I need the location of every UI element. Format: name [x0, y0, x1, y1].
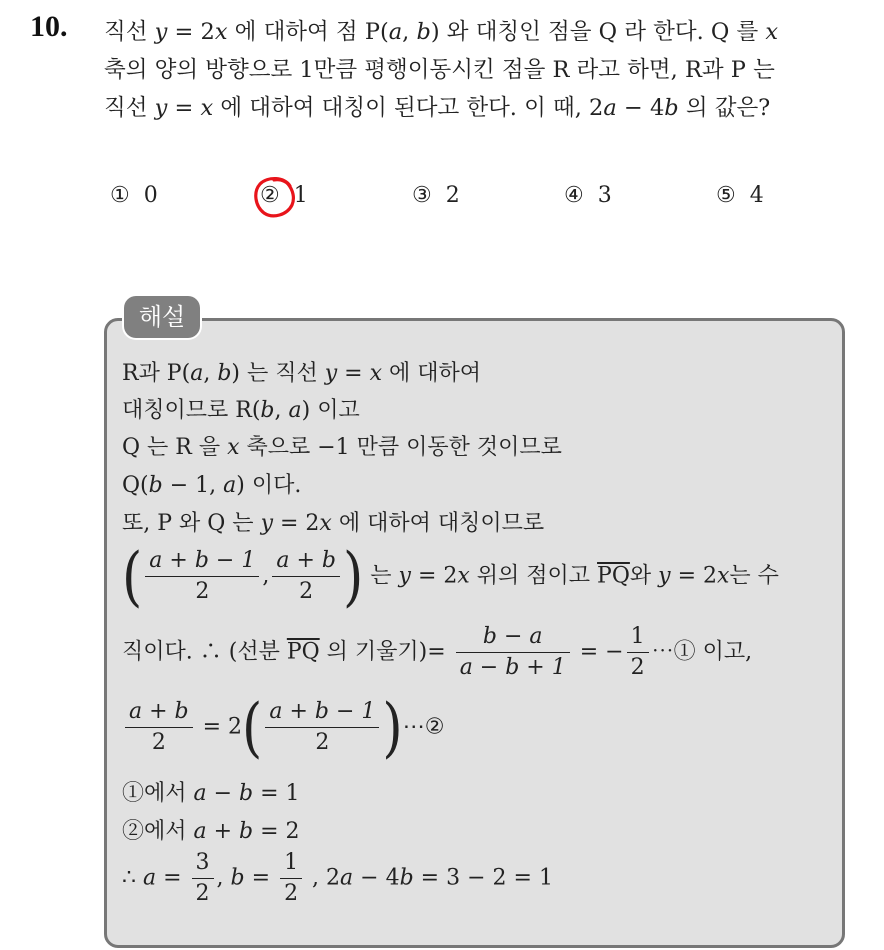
problem-line-1: 직선 y = 2x 에 대하여 점 P(a, b) 와 대칭인 점을 Q 라 한다. Q 를 x [104, 19, 779, 45]
choice-3[interactable]: ③ 2 [412, 183, 460, 208]
right-paren: ) [342, 539, 364, 614]
left-paren: ( [242, 690, 263, 765]
problem-number: 10. [30, 10, 68, 43]
b-value-fraction: $\frac{1}{2}$ [280, 848, 302, 909]
slope-fraction: $\frac{b - a}{a - b + 1}$ [456, 622, 570, 683]
midpoint-x-fraction: $\frac{a + b - 1}{2}$ [145, 546, 259, 607]
solution-line-8: $\frac{a + b}{2}$ = 2( $\frac{a + b - 1}{2}$ )⋯② [122, 697, 444, 758]
choice-1[interactable]: ① 0 [110, 183, 158, 208]
selected-answer-circle-icon [252, 174, 296, 218]
solution-line-1: R과 P(a, b) 는 직선 y = x 에 대하여 [122, 361, 482, 386]
solution-line-2: 대칭이므로 R(b, a) 이고 [122, 398, 360, 423]
a-value-fraction: $\frac{3}{2}$ [192, 848, 214, 909]
solution-line-5: 또, P 와 Q 는 y = 2x 에 대하여 대칭이므로 [122, 511, 545, 536]
solution-line-7: 직이다. ∴ (선분 $\overline{PQ}$ 의 기울기)= $\frac{b - a}{a - b + 1}$ = − $\frac{1}{2}$ ⋯① 이고, [122, 622, 752, 683]
solution-line-11: ∴ a = $\frac{3}{2}$ , b = $\frac{1}{2}$ , 2a − 4b = 3 − 2 = 1 [122, 848, 553, 909]
segment-pq: $\overline{PQ}$ [597, 563, 630, 589]
rhs-fraction: $\frac{a + b - 1}{2}$ [265, 697, 379, 758]
choice-5[interactable]: ⑤ 4 [716, 183, 764, 208]
choice-4[interactable]: ④ 3 [564, 183, 612, 208]
solution-line-6: ( $\frac{a + b - 1}{2}$ , $\frac{a + b}{2}$ ) 는 y = 2x 위의 점이고 $\overline{PQ}$와 y = 2x는 수 [122, 539, 779, 614]
solution-label: 해설 [124, 296, 200, 338]
lhs-fraction: $\frac{a + b}{2}$ [125, 697, 193, 758]
solution-line-4: Q(b − 1, a) 이다. [122, 473, 302, 498]
right-paren: ) [382, 690, 403, 765]
half-fraction: $\frac{1}{2}$ [627, 622, 649, 683]
segment-pq: $\overline{PQ}$ [286, 639, 320, 665]
problem-line-3: 직선 y = x 에 대하여 대칭이 된다고 한다. 이 때, 2a − 4b 의 값은? [104, 95, 771, 121]
solution-line-9: ①에서 a − b = 1 [122, 781, 300, 806]
problem-line-2: 축의 양의 방향으로 1만큼 평행이동시킨 점을 R 라고 하면, R과 P 는 [104, 57, 775, 83]
midpoint-y-fraction: $\frac{a + b}{2}$ [272, 546, 340, 607]
left-paren: ( [122, 539, 143, 614]
choice-2[interactable]: ② 1 [260, 183, 308, 208]
solution-line-10: ②에서 a + b = 2 [122, 819, 300, 844]
solution-line-3: Q 는 R 을 x 축으로 −1 만큼 이동한 것이므로 [122, 435, 562, 460]
